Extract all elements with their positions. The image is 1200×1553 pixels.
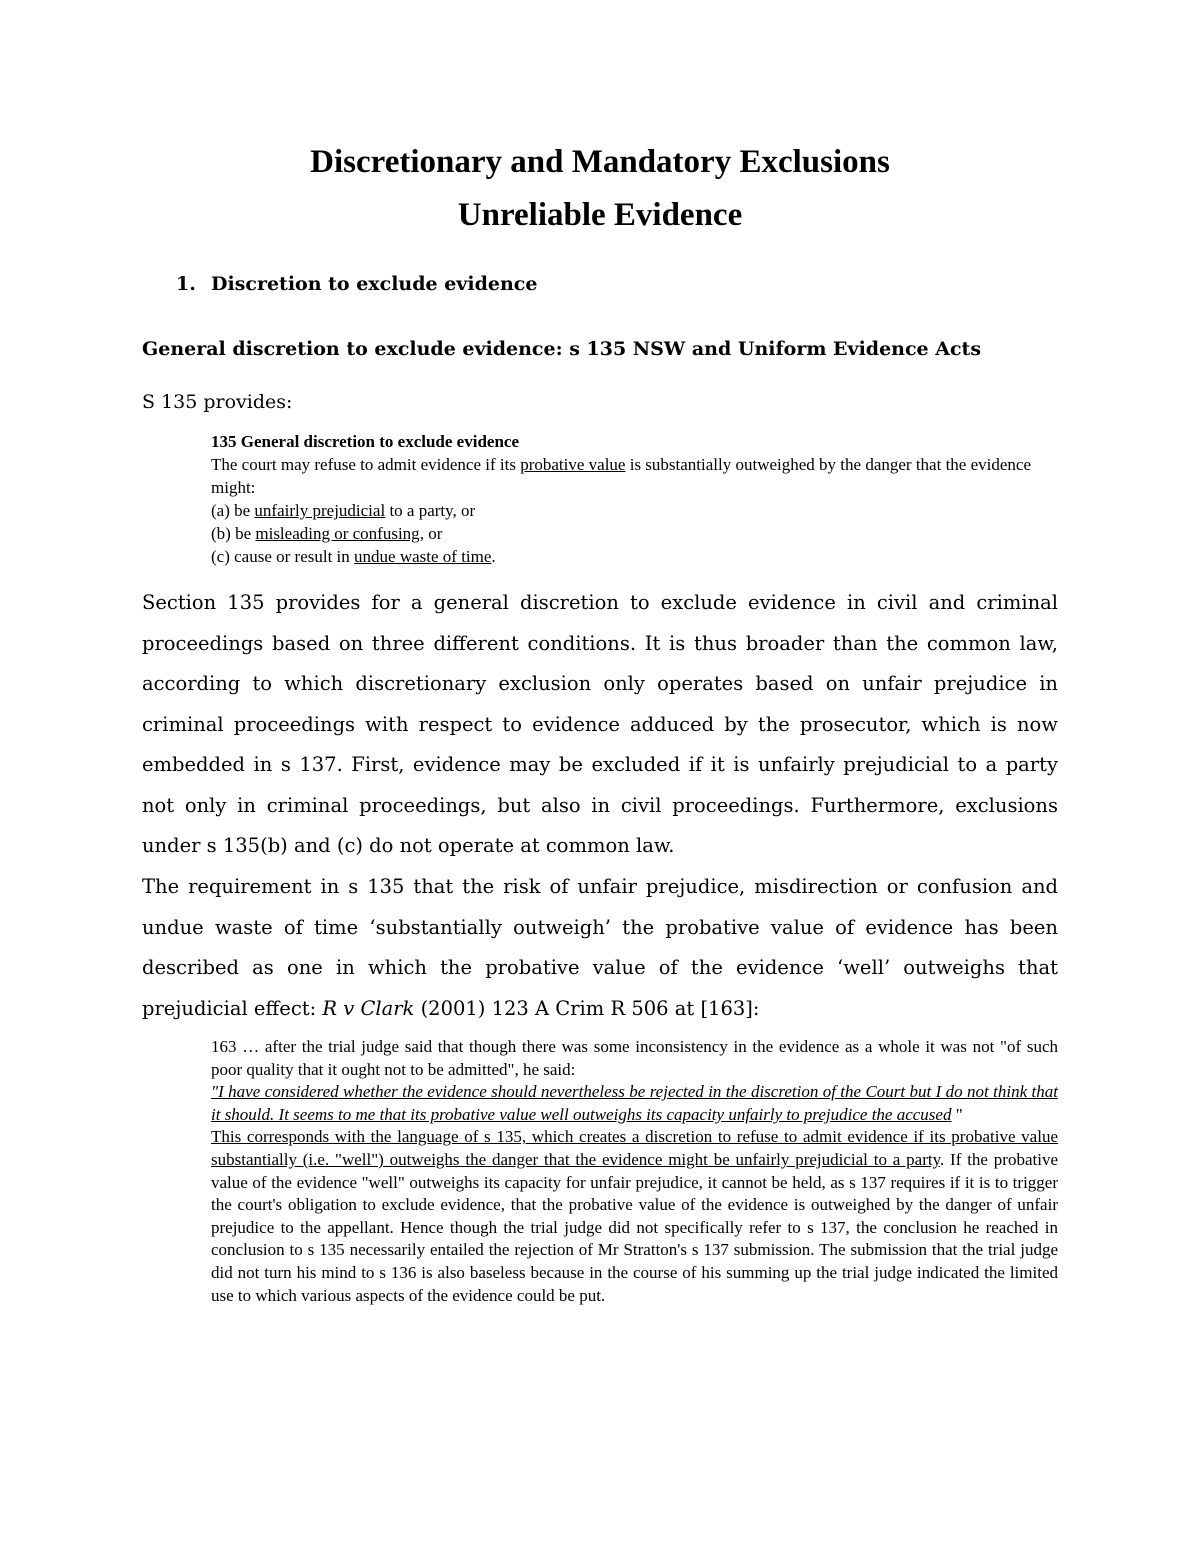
document-title: Discretionary and Mandatory Exclusions bbox=[310, 144, 890, 180]
section-heading bbox=[176, 271, 537, 297]
statute-item-b: (b) be misleading or confusing, or bbox=[211, 524, 443, 543]
document-subtitle: Unreliable Evidence bbox=[457, 197, 743, 233]
underlined-term: misleading or confusing bbox=[255, 524, 420, 543]
judge-quote: "I have considered whether the evidence should nevertheless be rejected in the discretion of the Court but I do not think that it should. It seems to me that its probative value well outweighs its capacity unfairly to prejudice the accused " bbox=[211, 1082, 1058, 1124]
body-paragraph-1: Section 135 provides for a general discretion to exclude evidence in civil and criminal proceedings based on three different conditions. It is thus broader than the common law, according to which discretionary exclusion only operates based on unfair prejudice in criminal proceedings with respect to evidence adduced by the prosecutor, which is now embedded in s 137. First, evidence may be excluded if it is unfairly prejudicial to a party not only in criminal proceedings, but also in civil proceedings. Furthermore, exclusions under s 135(b) and (c) do not operate at common law. bbox=[142, 591, 1058, 857]
statute-title: 135 General discretion to exclude evidence bbox=[211, 432, 519, 451]
quote-reasoning: This corresponds with the language of s 135, which creates a discretion to refuse to admit evidence if its probative value substantially (i.e. "well") outweighs the danger that the evidence might be unfairly prejudicial to a party. If the probative value of the evidence "well" outweighs its capacity for unfair prejudice, it cannot be held, as s 137 requires if it is to trigger the court's obligation to exclude evidence, that the probative value of the evidence is outweighed by the danger of unfair prejudice to the appellant. Hence though the trial judge did not specifically refer to s 137, the conclusion he reached in conclusion to s 135 necessarily entailed the rejection of Mr Stratton's s 137 submission. The submission that the trial judge did not turn his mind to s 136 is also baseless because in the course of his summing up the trial judge indicated the limited use to which various aspects of the evidence could be put. bbox=[211, 1127, 1058, 1305]
provides-label: S 135 provides: bbox=[142, 391, 293, 413]
case-name: R v Clark bbox=[322, 996, 415, 1020]
statute-intro: The court may refuse to admit evidence if its probative value is substantially outweighed by the danger that the evidence might: bbox=[211, 455, 1031, 497]
underlined-term: unfairly prejudicial bbox=[254, 501, 386, 520]
body-paragraph-2: The requirement in s 135 that the risk of unfair prejudice, misdirection or confusion and undue waste of time ‘substantially outweigh’ the probative value of evidence has been described as one in which the probative value of the evidence ‘well’ outweighs that prejudicial effect: R v Clark (2001) 123 A Crim R 506 at [163]: bbox=[142, 875, 1058, 1020]
statute-item-c: (c) cause or result in undue waste of time. bbox=[211, 547, 496, 566]
section-title: Discretion to exclude evidence bbox=[211, 273, 538, 295]
section-number: 1. bbox=[176, 273, 196, 295]
underlined-term: undue waste of time bbox=[354, 547, 492, 566]
case-quote bbox=[211, 1036, 1058, 1307]
underlined-term: probative value bbox=[520, 455, 626, 474]
statute-extract bbox=[211, 430, 1061, 568]
quote-intro: 163 … after the trial judge said that though there was some inconsistency in the evidence as a whole it was not "of such poor quality that it ought not to be admitted", he said: bbox=[211, 1037, 1058, 1079]
statute-item-a: (a) be unfairly prejudicial to a party, or bbox=[211, 501, 476, 520]
subheading: General discretion to exclude evidence: s 135 NSW and Uniform Evidence Acts bbox=[142, 338, 982, 360]
